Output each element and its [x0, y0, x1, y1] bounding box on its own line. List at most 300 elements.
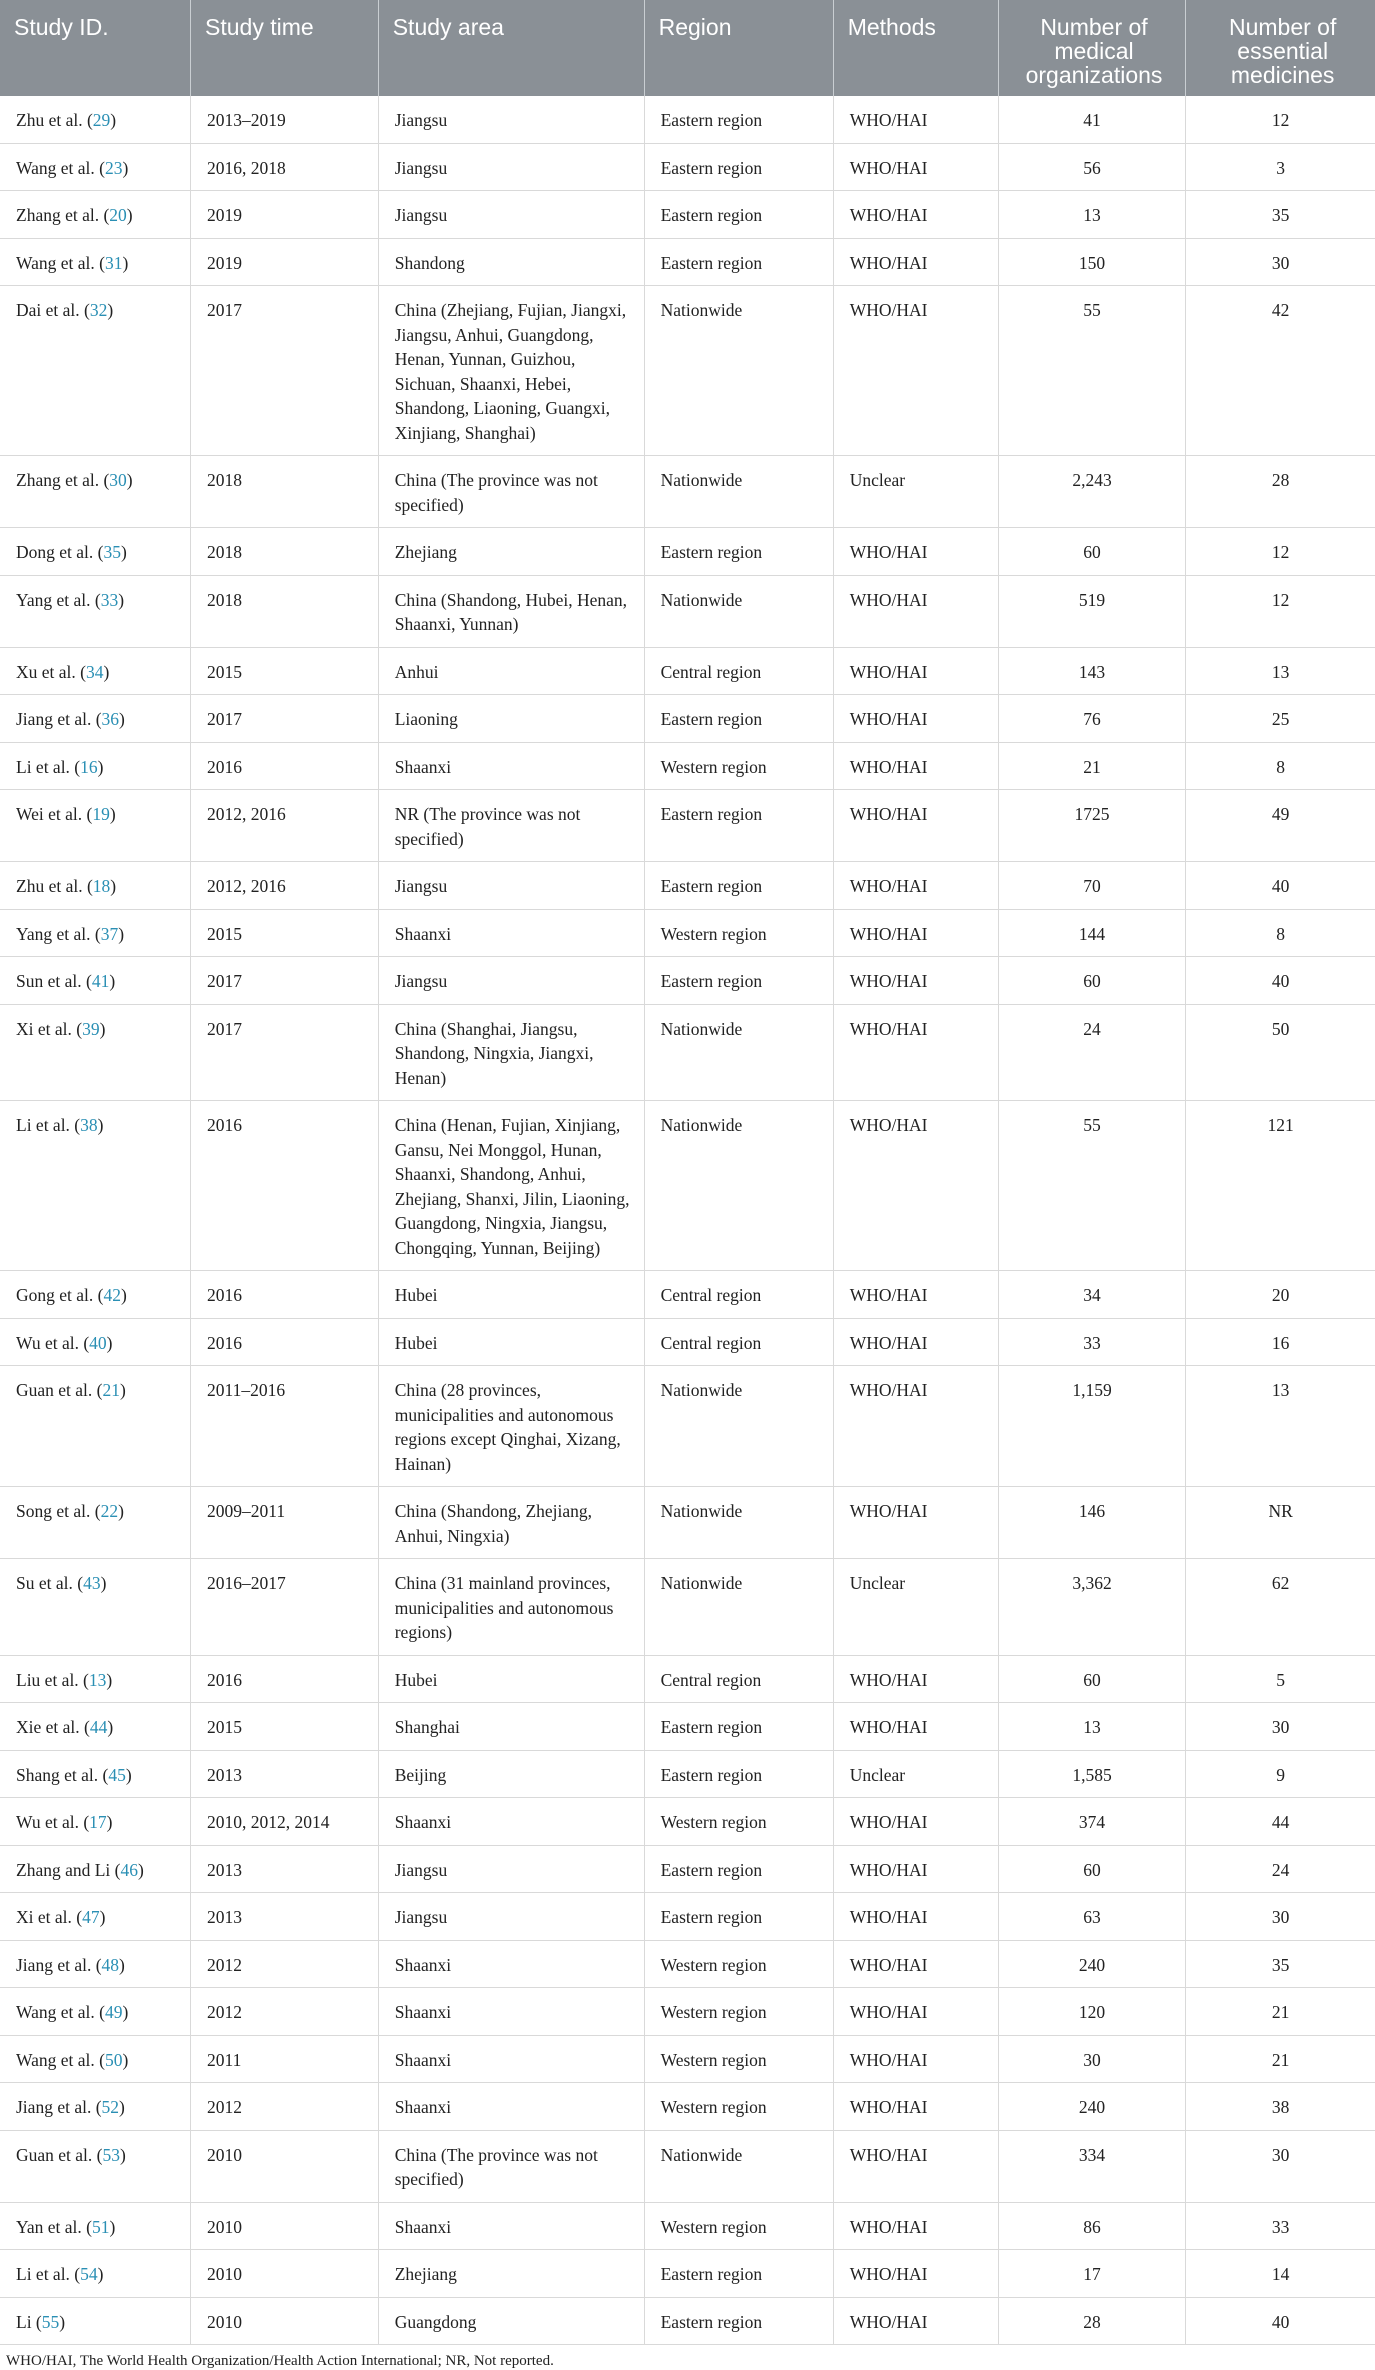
reference-link[interactable]: 53 — [102, 2144, 120, 2165]
medicines-cell: 38 — [1186, 2083, 1375, 2131]
region-cell: Eastern region — [644, 1750, 833, 1798]
citation-close: ) — [118, 923, 125, 944]
region-cell: Eastern region — [644, 2250, 833, 2298]
region-cell: Eastern region — [644, 1845, 833, 1893]
citation-close: ) — [106, 1332, 113, 1353]
study-area-cell: Anhui — [378, 647, 644, 695]
header-essential-medicines: Number of essential medicines — [1186, 0, 1375, 96]
study-author: Zhu et al. ( — [16, 110, 93, 130]
table-row — [0, 2297, 1375, 2345]
study-id-cell — [0, 1988, 191, 2036]
citation-close: ) — [120, 542, 127, 562]
method-cell: WHO/HAI — [833, 1703, 998, 1751]
organizations-cell: 55 — [998, 1101, 1186, 1271]
study-time-cell: 2016 — [191, 742, 379, 790]
study-author: Li ( — [16, 2311, 42, 2332]
organizations-cell: 146 — [998, 1487, 1186, 1559]
citation-close: ) — [110, 876, 117, 896]
study-time-cell: 2012 — [191, 2083, 379, 2131]
region-cell: Western region — [644, 2035, 833, 2083]
organizations-cell: 28 — [998, 2297, 1186, 2345]
reference-link[interactable]: 34 — [85, 661, 104, 682]
citation-close: ) — [119, 1954, 125, 1975]
study-author: Wang et al. ( — [16, 2049, 105, 2070]
study-author: Wang et al. ( — [16, 252, 105, 273]
region-cell: Eastern region — [644, 2297, 833, 2345]
study-time-cell: 2015 — [191, 1703, 379, 1751]
reference-link[interactable]: 44 — [89, 1717, 108, 1737]
study-area-cell: China (The province was not specified) — [378, 456, 644, 528]
table-row — [0, 96, 1375, 143]
medicines-cell: 30 — [1186, 2130, 1375, 2202]
study-id-cell — [0, 286, 191, 456]
organizations-cell: 60 — [998, 528, 1186, 576]
study-area-cell: Shaanxi — [378, 2083, 644, 2131]
study-author: Jiang et al. ( — [16, 1954, 102, 1975]
header-study-time: Study time — [191, 0, 379, 96]
organizations-cell: 3,362 — [998, 1559, 1186, 1656]
header-region: Region — [644, 0, 833, 96]
citation-close: ) — [97, 2264, 104, 2284]
table-row — [0, 1366, 1375, 1487]
region-cell: Nationwide — [644, 575, 833, 647]
region-cell: Eastern region — [644, 790, 833, 862]
method-cell: WHO/HAI — [833, 96, 998, 143]
region-cell: Eastern region — [644, 238, 833, 286]
method-cell: WHO/HAI — [833, 957, 998, 1005]
method-cell: WHO/HAI — [833, 1845, 998, 1893]
study-time-cell: 2018 — [191, 456, 379, 528]
study-time-cell: 2012 — [191, 1988, 379, 2036]
reference-link[interactable]: 29 — [92, 110, 111, 130]
organizations-cell: 1725 — [998, 790, 1186, 862]
study-area-cell: Jiangsu — [378, 1893, 644, 1941]
reference-link[interactable]: 21 — [102, 1380, 120, 1400]
citation-close: ) — [109, 804, 116, 824]
medicines-cell: 40 — [1186, 957, 1375, 1005]
region-cell: Nationwide — [644, 286, 833, 456]
organizations-cell: 150 — [998, 238, 1186, 286]
header-study-area: Study area — [378, 0, 644, 96]
citation-close: ) — [99, 1907, 106, 1927]
medicines-cell: 121 — [1186, 1101, 1375, 1271]
organizations-cell: 55 — [998, 286, 1186, 456]
medicines-cell: 12 — [1186, 575, 1375, 647]
region-cell: Nationwide — [644, 1559, 833, 1656]
study-time-cell: 2013 — [191, 1845, 379, 1893]
table-row — [0, 528, 1375, 576]
method-cell: WHO/HAI — [833, 647, 998, 695]
region-cell: Central region — [644, 647, 833, 695]
table-row — [0, 238, 1375, 286]
table-row — [0, 1559, 1375, 1656]
reference-link[interactable]: 19 — [92, 804, 110, 824]
organizations-cell: 1,585 — [998, 1750, 1186, 1798]
study-id-cell — [0, 1487, 191, 1559]
study-time-cell: 2016–2017 — [191, 1559, 379, 1656]
organizations-cell: 63 — [998, 1893, 1186, 1941]
table-row — [0, 456, 1375, 528]
study-author: Gong et al. ( — [16, 1285, 104, 1305]
reference-link[interactable]: 36 — [101, 709, 120, 729]
study-area-cell: China (Zhejiang, Fujian, Jiangxi, Jiangsu, Anhui, Guangdong, Henan, Yunnan, Guizhou, Sichuan, Shaanxi, Hebei, Shandong, Liaoning, Guangxi, Xinjiang, Shanghai) — [378, 286, 644, 456]
study-id-cell — [0, 1655, 191, 1703]
study-author: Zhang and Li ( — [16, 1859, 121, 1880]
method-cell: WHO/HAI — [833, 1655, 998, 1703]
region-cell: Eastern region — [644, 1703, 833, 1751]
reference-link[interactable]: 40 — [89, 1332, 107, 1353]
study-time-cell: 2013–2019 — [191, 96, 379, 143]
study-author: Zhang et al. ( — [16, 470, 110, 490]
citation-close: ) — [99, 1018, 106, 1039]
method-cell: WHO/HAI — [833, 191, 998, 239]
reference-link[interactable]: 18 — [92, 876, 111, 896]
medicines-cell: 40 — [1186, 862, 1375, 910]
reference-link[interactable]: 38 — [80, 1115, 98, 1135]
reference-link[interactable]: 13 — [88, 1669, 107, 1690]
medicines-cell: 35 — [1186, 1940, 1375, 1988]
header-methods: Methods — [833, 0, 998, 96]
study-time-cell: 2010 — [191, 2130, 379, 2202]
region-cell: Western region — [644, 909, 833, 957]
reference-link[interactable]: 41 — [91, 971, 110, 991]
citation-close: ) — [120, 1285, 127, 1305]
study-author: Li et al. ( — [16, 2264, 81, 2284]
medicines-cell: 25 — [1186, 695, 1375, 743]
study-time-cell: 2015 — [191, 909, 379, 957]
medicines-cell: 12 — [1186, 528, 1375, 576]
table-header-row — [0, 0, 1375, 96]
study-id-cell — [0, 1366, 191, 1487]
organizations-cell: 17 — [998, 2250, 1186, 2298]
citation-close: ) — [126, 205, 133, 225]
medicines-cell: 21 — [1186, 1988, 1375, 2036]
citation-close: ) — [122, 2002, 129, 2022]
reference-link[interactable]: 43 — [83, 1573, 101, 1593]
citation-close: ) — [137, 1859, 144, 1880]
table-row — [0, 742, 1375, 790]
method-cell: WHO/HAI — [833, 143, 998, 191]
study-author: Xie et al. ( — [16, 1717, 90, 1737]
study-time-cell: 2019 — [191, 191, 379, 239]
citation-close: ) — [126, 470, 133, 490]
reference-link[interactable]: 16 — [80, 756, 98, 777]
table-row — [0, 2250, 1375, 2298]
study-area-cell: Jiangsu — [378, 191, 644, 239]
region-cell: Eastern region — [644, 695, 833, 743]
method-cell: WHO/HAI — [833, 909, 998, 957]
medicines-cell: 49 — [1186, 790, 1375, 862]
table-row — [0, 1318, 1375, 1366]
study-area-cell: Jiangsu — [378, 957, 644, 1005]
study-time-cell: 2017 — [191, 1004, 379, 1101]
region-cell: Western region — [644, 1798, 833, 1846]
citation-close: ) — [122, 2049, 129, 2070]
table-row — [0, 790, 1375, 862]
study-id-cell — [0, 238, 191, 286]
reference-link[interactable]: 22 — [100, 1501, 119, 1521]
study-area-cell: Hubei — [378, 1655, 644, 1703]
study-id-cell — [0, 191, 191, 239]
study-area-cell: Beijing — [378, 1750, 644, 1798]
reference-link[interactable]: 50 — [104, 2049, 123, 2070]
study-area-cell: China (Henan, Fujian, Xinjiang, Gansu, Nei Monggol, Hunan, Shaanxi, Shandong, Anhui, Zhejiang, Shanxi, Jilin, Liaoning, Guangdong, Ningxia, Jiangsu, Chongqing, Yunnan, Beijing) — [378, 1101, 644, 1271]
study-time-cell: 2019 — [191, 238, 379, 286]
study-area-cell: Hubei — [378, 1318, 644, 1366]
study-author: Wu et al. ( — [16, 1332, 90, 1353]
study-author: Zhang et al. ( — [16, 205, 110, 225]
citation-close: ) — [120, 2144, 126, 2165]
organizations-cell: 519 — [998, 575, 1186, 647]
method-cell: Unclear — [833, 456, 998, 528]
table-row — [0, 1101, 1375, 1271]
study-area-cell: Zhejiang — [378, 528, 644, 576]
method-cell: WHO/HAI — [833, 2035, 998, 2083]
table-row — [0, 1893, 1375, 1941]
study-author: Yang et al. ( — [16, 923, 101, 944]
reference-link[interactable]: 39 — [82, 1018, 100, 1039]
table-footnote: WHO/HAI, The World Health Organization/Health Action International; NR, Not reported. — [6, 2353, 554, 2369]
study-area-cell: Shaanxi — [378, 1988, 644, 2036]
study-time-cell: 2010 — [191, 2297, 379, 2345]
region-cell: Western region — [644, 2202, 833, 2250]
reference-link[interactable]: 17 — [89, 1812, 107, 1832]
method-cell: WHO/HAI — [833, 286, 998, 456]
medicines-cell: 42 — [1186, 286, 1375, 456]
citation-close: ) — [59, 2311, 66, 2332]
region-cell: Central region — [644, 1655, 833, 1703]
organizations-cell: 41 — [998, 96, 1186, 143]
region-cell: Eastern region — [644, 1893, 833, 1941]
study-time-cell: 2016 — [191, 1318, 379, 1366]
citation-close: ) — [119, 2097, 125, 2117]
study-id-cell — [0, 790, 191, 862]
medicines-cell: 9 — [1186, 1750, 1375, 1798]
study-author: Xi et al. ( — [16, 1907, 83, 1927]
study-time-cell: 2012 — [191, 1940, 379, 1988]
table-row — [0, 1798, 1375, 1846]
study-id-cell — [0, 1559, 191, 1656]
citation-close: ) — [107, 300, 114, 320]
method-cell: WHO/HAI — [833, 575, 998, 647]
study-id-cell — [0, 1893, 191, 1941]
table-row — [0, 2035, 1375, 2083]
region-cell: Western region — [644, 1988, 833, 2036]
method-cell: WHO/HAI — [833, 1487, 998, 1559]
table-row — [0, 957, 1375, 1005]
reference-link[interactable]: 31 — [104, 252, 123, 273]
study-time-cell: 2016 — [191, 1655, 379, 1703]
reference-link[interactable]: 23 — [104, 157, 123, 178]
region-cell: Eastern region — [644, 957, 833, 1005]
reference-link[interactable]: 48 — [101, 1954, 120, 1975]
region-cell: Central region — [644, 1318, 833, 1366]
organizations-cell: 334 — [998, 2130, 1186, 2202]
study-time-cell: 2017 — [191, 957, 379, 1005]
study-area-cell: Shanghai — [378, 1703, 644, 1751]
medicines-cell: 13 — [1186, 1366, 1375, 1487]
study-id-cell — [0, 647, 191, 695]
study-author: Song et al. ( — [16, 1501, 101, 1521]
study-author: Yang et al. ( — [16, 589, 101, 610]
method-cell: WHO/HAI — [833, 1988, 998, 2036]
study-area-cell: Shaanxi — [378, 2035, 644, 2083]
study-area-cell: China (28 provinces, municipalities and autonomous regions except Qinghai, Xizang, Hainan) — [378, 1366, 644, 1487]
study-id-cell — [0, 1101, 191, 1271]
method-cell: Unclear — [833, 1750, 998, 1798]
study-author: Xu et al. ( — [16, 661, 86, 682]
reference-link[interactable]: 54 — [80, 2264, 98, 2284]
medicines-cell: 5 — [1186, 1655, 1375, 1703]
study-id-cell — [0, 1845, 191, 1893]
organizations-cell: 60 — [998, 1655, 1186, 1703]
study-id-cell — [0, 2130, 191, 2202]
medicines-cell: 30 — [1186, 238, 1375, 286]
study-time-cell: 2009–2011 — [191, 1487, 379, 1559]
organizations-cell: 60 — [998, 1845, 1186, 1893]
study-area-cell: Shaanxi — [378, 1940, 644, 1988]
reference-link[interactable]: 37 — [100, 923, 119, 944]
table-row — [0, 143, 1375, 191]
study-id-cell — [0, 1004, 191, 1101]
study-area-cell: China (The province was not specified) — [378, 2130, 644, 2202]
medicines-cell: 3 — [1186, 143, 1375, 191]
reference-link[interactable]: 47 — [82, 1907, 100, 1927]
study-id-cell — [0, 2202, 191, 2250]
region-cell: Nationwide — [644, 1487, 833, 1559]
study-area-cell: NR (The province was not specified) — [378, 790, 644, 862]
citation-close: ) — [120, 1380, 126, 1400]
study-area-cell: Shaanxi — [378, 909, 644, 957]
header-medical-organizations: Number of medical organizations — [998, 0, 1186, 96]
reference-link[interactable]: 51 — [92, 2216, 110, 2237]
region-cell: Nationwide — [644, 1366, 833, 1487]
reference-link[interactable]: 52 — [101, 2097, 120, 2117]
method-cell: WHO/HAI — [833, 2083, 998, 2131]
organizations-cell: 76 — [998, 695, 1186, 743]
table-row — [0, 1940, 1375, 1988]
study-time-cell: 2013 — [191, 1750, 379, 1798]
citation-close: ) — [103, 661, 110, 682]
citation-close: ) — [97, 1115, 104, 1135]
study-area-cell: China (Shanghai, Jiangsu, Shandong, Ningxia, Jiangxi, Henan) — [378, 1004, 644, 1101]
study-time-cell: 2012, 2016 — [191, 790, 379, 862]
region-cell: Central region — [644, 1271, 833, 1319]
medicines-cell: 8 — [1186, 909, 1375, 957]
study-id-cell — [0, 1703, 191, 1751]
study-id-cell — [0, 957, 191, 1005]
method-cell: WHO/HAI — [833, 1318, 998, 1366]
citation-close: ) — [125, 1764, 132, 1785]
organizations-cell: 24 — [998, 1004, 1186, 1101]
citation-close: ) — [122, 252, 129, 273]
citation-close: ) — [107, 1717, 114, 1737]
study-author: Jiang et al. ( — [16, 709, 102, 729]
header-study-id: Study ID. — [0, 0, 191, 96]
region-cell: Western region — [644, 2083, 833, 2131]
study-area-cell: Zhejiang — [378, 2250, 644, 2298]
organizations-cell: 21 — [998, 742, 1186, 790]
study-author: Wu et al. ( — [16, 1812, 90, 1832]
reference-link[interactable]: 32 — [89, 300, 108, 320]
reference-link[interactable]: 46 — [120, 1859, 138, 1880]
region-cell: Nationwide — [644, 2130, 833, 2202]
region-cell: Eastern region — [644, 528, 833, 576]
citation-close: ) — [119, 709, 125, 729]
study-time-cell: 2018 — [191, 575, 379, 647]
organizations-cell: 120 — [998, 1988, 1186, 2036]
table-row — [0, 1004, 1375, 1101]
medicines-cell: 16 — [1186, 1318, 1375, 1366]
medicines-cell: NR — [1186, 1487, 1375, 1559]
organizations-cell: 30 — [998, 2035, 1186, 2083]
study-time-cell: 2011–2016 — [191, 1366, 379, 1487]
study-area-cell: Guangdong — [378, 2297, 644, 2345]
reference-link[interactable]: 33 — [100, 589, 119, 610]
reference-link[interactable]: 30 — [109, 470, 127, 490]
table-row — [0, 191, 1375, 239]
region-cell: Nationwide — [644, 456, 833, 528]
region-cell: Eastern region — [644, 143, 833, 191]
medicines-cell: 30 — [1186, 1703, 1375, 1751]
table-body — [0, 96, 1375, 2345]
reference-link[interactable]: 45 — [108, 1764, 126, 1785]
study-area-cell: Jiangsu — [378, 143, 644, 191]
organizations-cell: 60 — [998, 957, 1186, 1005]
study-area-cell: Jiangsu — [378, 96, 644, 143]
table-row — [0, 862, 1375, 910]
region-cell: Eastern region — [644, 862, 833, 910]
reference-link[interactable]: 35 — [103, 542, 121, 562]
region-cell: Nationwide — [644, 1004, 833, 1101]
method-cell: WHO/HAI — [833, 1940, 998, 1988]
study-area-cell: China (Shandong, Hubei, Henan, Shaanxi, Yunnan) — [378, 575, 644, 647]
organizations-cell: 34 — [998, 1271, 1186, 1319]
reference-link[interactable]: 20 — [109, 205, 127, 225]
citation-close: ) — [122, 157, 129, 178]
study-id-cell — [0, 2250, 191, 2298]
citation-close: ) — [118, 589, 125, 610]
reference-link[interactable]: 55 — [41, 2311, 60, 2332]
organizations-cell: 33 — [998, 1318, 1186, 1366]
study-time-cell: 2012, 2016 — [191, 862, 379, 910]
region-cell: Eastern region — [644, 96, 833, 143]
study-id-cell — [0, 695, 191, 743]
study-author: Li et al. ( — [16, 756, 81, 777]
study-area-cell: Hubei — [378, 1271, 644, 1319]
region-cell: Nationwide — [644, 1101, 833, 1271]
study-author: Su et al. ( — [16, 1573, 84, 1593]
study-id-cell — [0, 2035, 191, 2083]
table-row — [0, 2083, 1375, 2131]
reference-link[interactable]: 49 — [104, 2002, 123, 2022]
table-row — [0, 695, 1375, 743]
study-area-cell: China (Shandong, Zhejiang, Anhui, Ningxia) — [378, 1487, 644, 1559]
table-row — [0, 647, 1375, 695]
organizations-cell: 86 — [998, 2202, 1186, 2250]
table-row — [0, 1703, 1375, 1751]
study-time-cell: 2016, 2018 — [191, 143, 379, 191]
study-author: Yan et al. ( — [16, 2216, 92, 2237]
organizations-cell: 240 — [998, 1940, 1186, 1988]
reference-link[interactable]: 42 — [103, 1285, 121, 1305]
study-id-cell — [0, 742, 191, 790]
study-area-cell: Shaanxi — [378, 742, 644, 790]
study-id-cell — [0, 909, 191, 957]
citation-close: ) — [106, 1812, 113, 1832]
method-cell: WHO/HAI — [833, 742, 998, 790]
study-area-cell: China (31 mainland provinces, municipalities and autonomous regions) — [378, 1559, 644, 1656]
